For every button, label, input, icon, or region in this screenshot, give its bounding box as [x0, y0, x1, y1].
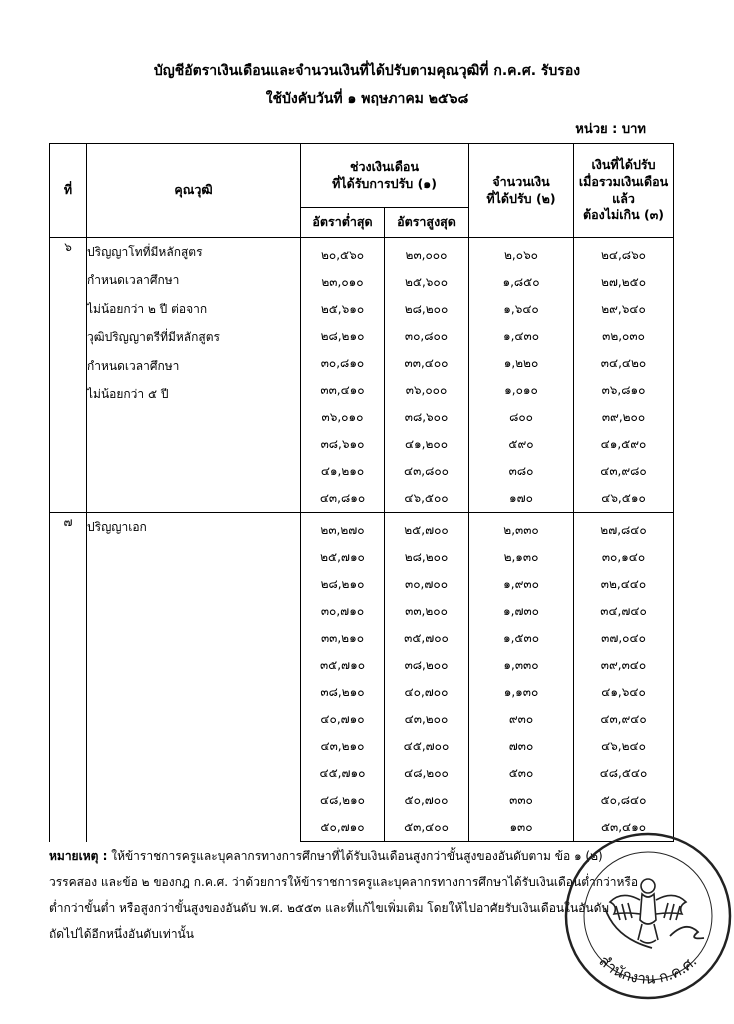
- qualification-line: กำหนดเวลาศึกษา: [87, 358, 180, 373]
- adjust-amount-cell: ๒,๐๖๐: [469, 238, 574, 270]
- max-rate-cell: ๓๓,๒๐๐: [385, 598, 469, 625]
- max-rate-cell: ๕๐,๗๐๐: [385, 787, 469, 814]
- min-rate-cell: ๔๓,๘๑๐: [301, 485, 385, 513]
- header-total-line1: เงินที่ได้ปรับ: [591, 156, 656, 172]
- header-total-line3: ต้องไม่เกิน (๓): [583, 207, 664, 223]
- total-cap-cell: ๓๒,๐๓๐: [574, 323, 674, 350]
- row-number: ๖: [50, 238, 87, 513]
- total-cap-cell: ๒๗,๒๕๐: [574, 269, 674, 296]
- total-cap-cell: ๔๑,๕๙๐: [574, 431, 674, 458]
- adjust-amount-cell: ๑,๙๓๐: [469, 571, 574, 598]
- unit-label: หน่วย : บาท: [575, 122, 646, 137]
- salary-table: [49, 143, 674, 842]
- qualification-line: กำหนดเวลาศึกษา: [87, 273, 180, 288]
- max-rate-cell: ๒๓,๐๐๐: [385, 238, 469, 270]
- adjust-amount-cell: ๓๓๐: [469, 787, 574, 814]
- header-range-line1: ช่วงเงินเดือน: [350, 158, 419, 174]
- header-max: อัตราสูงสุด: [385, 208, 469, 238]
- adjust-amount-cell: ๙๓๐: [469, 706, 574, 733]
- total-cap-cell: ๓๐,๑๔๐: [574, 544, 674, 571]
- qualification-line: วุฒิปริญญาตรีที่มีหลักสูตร: [87, 330, 220, 345]
- min-rate-cell: ๓๘,๖๑๐: [301, 431, 385, 458]
- min-rate-cell: ๒๘,๒๑๐: [301, 323, 385, 350]
- min-rate-cell: ๔๐,๗๑๐: [301, 706, 385, 733]
- qualification-line: ไม่น้อยกว่า ๕ ปี: [87, 386, 169, 401]
- footnote-line1-text: ให้ข้าราชการครูและบุคลากรทางการศึกษาที่ได้รับเงินเดือนสูงกว่าขั้นสูงของอันดับตาม ข้อ ๑ (๒): [111, 849, 603, 863]
- min-rate-cell: ๒๐,๕๖๐: [301, 238, 385, 270]
- max-rate-cell: ๔๓,๒๐๐: [385, 706, 469, 733]
- total-cap-cell: ๓๗,๐๔๐: [574, 625, 674, 652]
- max-rate-cell: ๔๑,๒๐๐: [385, 431, 469, 458]
- group-masters: [50, 238, 674, 513]
- max-rate-cell: ๔๖,๕๐๐: [385, 485, 469, 513]
- max-rate-cell: ๓๖,๐๐๐: [385, 377, 469, 404]
- max-rate-cell: ๒๘,๒๐๐: [385, 296, 469, 323]
- total-cap-cell: ๔๓,๙๔๐: [574, 706, 674, 733]
- min-rate-cell: ๒๓,๒๗๐: [301, 513, 385, 545]
- adjust-amount-cell: ๑,๔๓๐: [469, 323, 574, 350]
- min-rate-cell: ๔๓,๒๑๐: [301, 733, 385, 760]
- adjust-amount-cell: ๑,๐๑๐: [469, 377, 574, 404]
- footnote-line4: ถัดไปได้อีกหนึ่งอันดับเท่านั้น: [49, 927, 194, 941]
- min-rate-cell: ๔๘,๒๑๐: [301, 787, 385, 814]
- qualification-cell: [87, 513, 301, 842]
- max-rate-cell: ๔๓,๘๐๐: [385, 458, 469, 485]
- header-range-line2: ที่ได้รับการปรับ (๑): [332, 175, 437, 191]
- min-rate-cell: ๓๓,๔๑๐: [301, 377, 385, 404]
- total-cap-cell: ๓๒,๔๔๐: [574, 571, 674, 598]
- table-row: [50, 238, 674, 270]
- header-total: [574, 144, 674, 238]
- adjust-amount-cell: ๕๓๐: [469, 760, 574, 787]
- total-cap-cell: ๓๔,๔๒๐: [574, 350, 674, 377]
- footnote-label: หมายเหตุ :: [49, 849, 108, 863]
- total-cap-cell: ๒๙,๖๔๐: [574, 296, 674, 323]
- total-cap-cell: ๓๔,๗๔๐: [574, 598, 674, 625]
- header-amount-line1: จำนวนเงิน: [492, 173, 550, 189]
- max-rate-cell: ๔๘,๒๐๐: [385, 760, 469, 787]
- adjust-amount-cell: ๑,๘๕๐: [469, 269, 574, 296]
- group-doctorate: [50, 513, 674, 842]
- adjust-amount-cell: ๑,๕๓๐: [469, 625, 574, 652]
- max-rate-cell: ๒๕,๖๐๐: [385, 269, 469, 296]
- total-cap-cell: ๒๔,๘๖๐: [574, 238, 674, 270]
- adjust-amount-cell: ๗๓๐: [469, 733, 574, 760]
- qualification-line: ไม่น้อยกว่า ๒ ปี ต่อจาก: [87, 301, 208, 316]
- total-cap-cell: ๔๘,๕๔๐: [574, 760, 674, 787]
- total-cap-cell: ๒๗,๘๔๐: [574, 513, 674, 545]
- header-range: [301, 144, 469, 208]
- total-cap-cell: ๓๙,๓๔๐: [574, 652, 674, 679]
- total-cap-cell: ๔๖,๕๑๐: [574, 485, 674, 513]
- header-total-line2: เมื่อรวมเงินเดือนแล้ว: [578, 173, 669, 206]
- min-rate-cell: ๒๓,๐๑๐: [301, 269, 385, 296]
- min-rate-cell: ๒๕,๗๑๐: [301, 544, 385, 571]
- min-rate-cell: ๓๐,๗๑๐: [301, 598, 385, 625]
- max-rate-cell: ๓๓,๔๐๐: [385, 350, 469, 377]
- max-rate-cell: ๔๐,๗๐๐: [385, 679, 469, 706]
- qualification-line: ปริญญาโทที่มีหลักสูตร: [87, 245, 203, 259]
- max-rate-cell: ๓๘,๖๐๐: [385, 404, 469, 431]
- header-amount: [469, 144, 574, 238]
- effective-date: ใช้บังคับวันที่ ๑ พฤษภาคม ๒๕๖๘: [265, 91, 469, 107]
- footnote-line2: วรรคสอง และข้อ ๒ ของกฎ ก.ค.ศ. ว่าด้วยการให้ข้าราชการครูและบุคลากรทางการศึกษาได้รับเงินเดือนต่ำกว่าหรือ: [49, 875, 639, 889]
- adjust-amount-cell: ๒,๓๓๐: [469, 513, 574, 545]
- max-rate-cell: ๓๐,๘๐๐: [385, 323, 469, 350]
- header-min: อัตราต่ำสุด: [301, 208, 385, 238]
- min-rate-cell: ๓๕,๗๑๐: [301, 652, 385, 679]
- max-rate-cell: ๓๘,๒๐๐: [385, 652, 469, 679]
- max-rate-cell: ๒๕,๗๐๐: [385, 513, 469, 545]
- adjust-amount-cell: ๑๓๐: [469, 814, 574, 842]
- adjust-amount-cell: ๑,๗๓๐: [469, 598, 574, 625]
- max-rate-cell: ๓๕,๗๐๐: [385, 625, 469, 652]
- min-rate-cell: ๓๓,๒๑๐: [301, 625, 385, 652]
- min-rate-cell: ๓๐,๘๑๐: [301, 350, 385, 377]
- adjust-amount-cell: ๓๘๐: [469, 458, 574, 485]
- total-cap-cell: ๓๖,๘๑๐: [574, 377, 674, 404]
- footnote-line3: ต่ำกว่าขั้นต่ำ หรือสูงกว่าขั้นสูงของอันดับ พ.ศ. ๒๕๕๓ และที่แก้ไขเพิ่มเติม โดยให้ไปอาศัยรับเงินเดือนในอันดับ: [49, 901, 609, 915]
- office-seal-stamp: [560, 828, 734, 1003]
- total-cap-cell: ๔๖,๒๔๐: [574, 733, 674, 760]
- qualification-line: ปริญญาเอก: [87, 520, 147, 534]
- row-number: ๗: [50, 513, 87, 842]
- header-amount-line2: ที่ได้ปรับ (๒): [486, 190, 556, 206]
- total-cap-cell: ๓๙,๒๐๐: [574, 404, 674, 431]
- min-rate-cell: ๕๐,๗๑๐: [301, 814, 385, 842]
- max-rate-cell: ๒๘,๒๐๐: [385, 544, 469, 571]
- min-rate-cell: ๒๕,๖๑๐: [301, 296, 385, 323]
- adjust-amount-cell: ๕๙๐: [469, 431, 574, 458]
- seal-text: สำนักงาน ก.ค.ศ.: [595, 951, 701, 988]
- min-rate-cell: ๒๘,๒๑๐: [301, 571, 385, 598]
- adjust-amount-cell: ๑,๖๔๐: [469, 296, 574, 323]
- total-cap-cell: ๕๐,๘๔๐: [574, 787, 674, 814]
- qualification-cell: [87, 238, 301, 513]
- adjust-amount-cell: ๑,๒๒๐: [469, 350, 574, 377]
- total-cap-cell: ๔๓,๙๘๐: [574, 458, 674, 485]
- min-rate-cell: ๓๘,๒๑๐: [301, 679, 385, 706]
- adjust-amount-cell: ๘๐๐: [469, 404, 574, 431]
- adjust-amount-cell: ๑,๑๓๐: [469, 679, 574, 706]
- header-no: ที่: [50, 144, 87, 238]
- table-row: [50, 513, 674, 545]
- total-cap-cell: ๔๑,๖๔๐: [574, 679, 674, 706]
- min-rate-cell: ๓๖,๐๑๐: [301, 404, 385, 431]
- header-qualification: คุณวุฒิ: [87, 144, 301, 238]
- max-rate-cell: ๔๕,๗๐๐: [385, 733, 469, 760]
- max-rate-cell: ๓๐,๗๐๐: [385, 571, 469, 598]
- min-rate-cell: ๔๑,๒๑๐: [301, 458, 385, 485]
- adjust-amount-cell: ๑,๓๓๐: [469, 652, 574, 679]
- min-rate-cell: ๔๕,๗๑๐: [301, 760, 385, 787]
- adjust-amount-cell: ๑๗๐: [469, 485, 574, 513]
- signature-flourish: [670, 927, 704, 939]
- document-title: บัญชีอัตราเงินเดือนและจำนวนเงินที่ได้ปรับตามคุณวุฒิที่ ก.ค.ศ. รับรอง: [153, 63, 581, 79]
- total-cap-cell: ๕๓,๔๑๐: [574, 814, 674, 842]
- max-rate-cell: ๕๓,๔๐๐: [385, 814, 469, 842]
- adjust-amount-cell: ๒,๑๓๐: [469, 544, 574, 571]
